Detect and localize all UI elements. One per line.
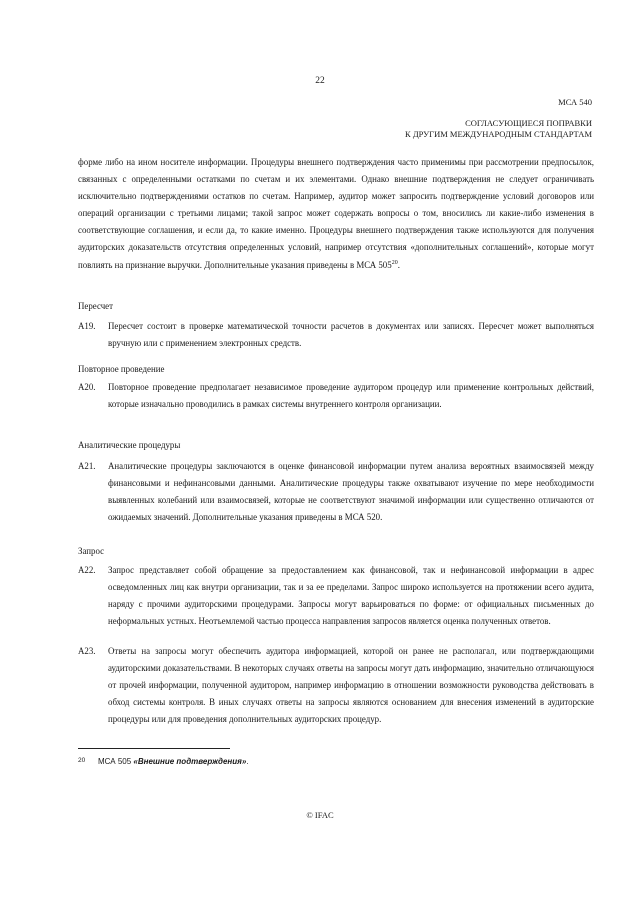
paragraph-text: Запрос представляет собой обращение за предоставлением как финансовой, так и нефинансовой информации в адрес осведомленных лиц как внутри организации, так и за ее пределами. Запрос широко используется на протяжении всего аудита, наряду с прочими аудиторскими процедурами. Запросы могут варьироваться по форме: от официальных письменных до неформальных устных. Неотъемлемой частью процесса направления запросов является оценка полученных ответов. (108, 565, 594, 627)
paragraph-a21 (78, 458, 594, 526)
intro-text: форме либо на ином носителе информации. Процедуры внешнего подтверждения часто применимы при рассмотрении предпосылок, связанных с определенными остатками по счетам и их элементами. Однако внешние подтверждения не следует ограничивать исключительно подтверждениями остатков по счетам. Например, аудитор может запросить подтверждение условий договоров или операций организации с третьими лицами; такой запрос может содержать вопросы о том, вносились ли какие-либо изменения в соответствующие соглашения, и если да, то какие именно. Процедуры внешнего подтверждения также используются для получения аудиторских доказательств отсутствия определенных условий, например отсутствия «дополнительных соглашений», которые могут повлиять на признание выручки. Дополнительные указания приведены в МСА 505 (78, 157, 594, 270)
paragraph-number: A20. (78, 382, 96, 392)
footnote: 20 МСА 505 «Внешние подтверждения». (78, 757, 249, 766)
footer-copyright: © IFAC (306, 810, 334, 820)
paragraph-number: A21. (78, 461, 96, 471)
footnote-ref[interactable]: 20 (391, 259, 398, 266)
paragraph-text: Ответы на запросы могут обеспечить аудитора информацией, которой он ранее не располагал, или подтверждающими аудиторскими доказательствами. В некоторых случаях ответы на запросы могут дать информацию, значительно отличающуюся от прочей информации, полученной аудитором, например информацию в отношении возможности руководства действовать в обход системы контроля. В иных случаях ответы на запросы являются основанием для внесения изменений в аудиторские процедуры или для проведения дополнительных аудиторских процедур. (108, 646, 594, 725)
intro-paragraph: форме либо на ином носителе информации. Процедуры внешнего подтверждения часто применимы при рассмотрении предпосылок, связанных с определенными остатками по счетам и их элементами. Однако внешние подтверждения не следует ограничивать исключительно подтверждениями остатков по счетам. Например, аудитор может запросить подтверждение условий договоров или операций организации с третьими лицами; такой запрос может содержать вопросы о том, вносились ли какие-либо изменения в соответствующие соглашения, и если да, то какие именно. Процедуры внешнего подтверждения также используются для получения аудиторских доказательств отсутствия определенных условий, например отсутствия «дополнительных соглашений», которые могут повлиять на признание выручки. Дополнительные указания приведены в МСА $505^{20}$. (78, 157, 594, 270)
paragraph-a22 (78, 562, 594, 630)
section-heading-inquiry: Запрос (78, 546, 105, 556)
paragraph-text: Пересчет состоит в проверке математической точности расчетов в документах или записях. Пересчет может выполняться вручную или с применением электронных средств. (108, 321, 594, 349)
paragraph-number: A23. (78, 646, 96, 656)
paragraph-text: Повторное проведение предполагает независимое проведение аудитором процедур или применение контрольных действий, которые изначально проводились в рамках системы внутреннего контроля организации. (108, 382, 594, 410)
paragraph-text: Аналитические процедуры заключаются в оценке финансовой информации путем анализа вероятных взаимосвязей между финансовыми и нефинансовыми данными. Аналитические процедуры также охватывают изучение по мере необходимости выявленных колебаний или взаимосвязей, которые не соответствуют значимой информации или существенно отличаются от ожидаемых значений. Дополнительные указания приведены в МСА 520. (108, 461, 594, 523)
section-heading-reperformance: Повторное проведение (78, 364, 165, 374)
footnote-title: «Внешние подтверждения» (133, 757, 247, 766)
page-number: 22 (315, 76, 325, 86)
section-heading-analytical: Аналитические процедуры (78, 440, 181, 450)
footnote-number: 20 (78, 757, 86, 764)
paragraph-number: A19. (78, 321, 96, 331)
header-title-line-2: К ДРУГИМ МЕЖДУНАРОДНЫМ СТАНДАРТАМ (405, 129, 592, 139)
footnote-divider (78, 748, 230, 749)
paragraph-a20 (78, 379, 594, 413)
header-title-line-1: СОГЛАСУЮЩИЕСЯ ПОПРАВКИ (465, 118, 592, 128)
footnote-standard: МСА 505 (98, 757, 132, 766)
paragraph-a19 (78, 318, 594, 352)
header-standard: МСА 540 (558, 97, 592, 107)
paragraph-number: A22. (78, 565, 96, 575)
paragraph-a23 (78, 643, 594, 728)
section-heading-recalculation: Пересчет (78, 301, 113, 311)
